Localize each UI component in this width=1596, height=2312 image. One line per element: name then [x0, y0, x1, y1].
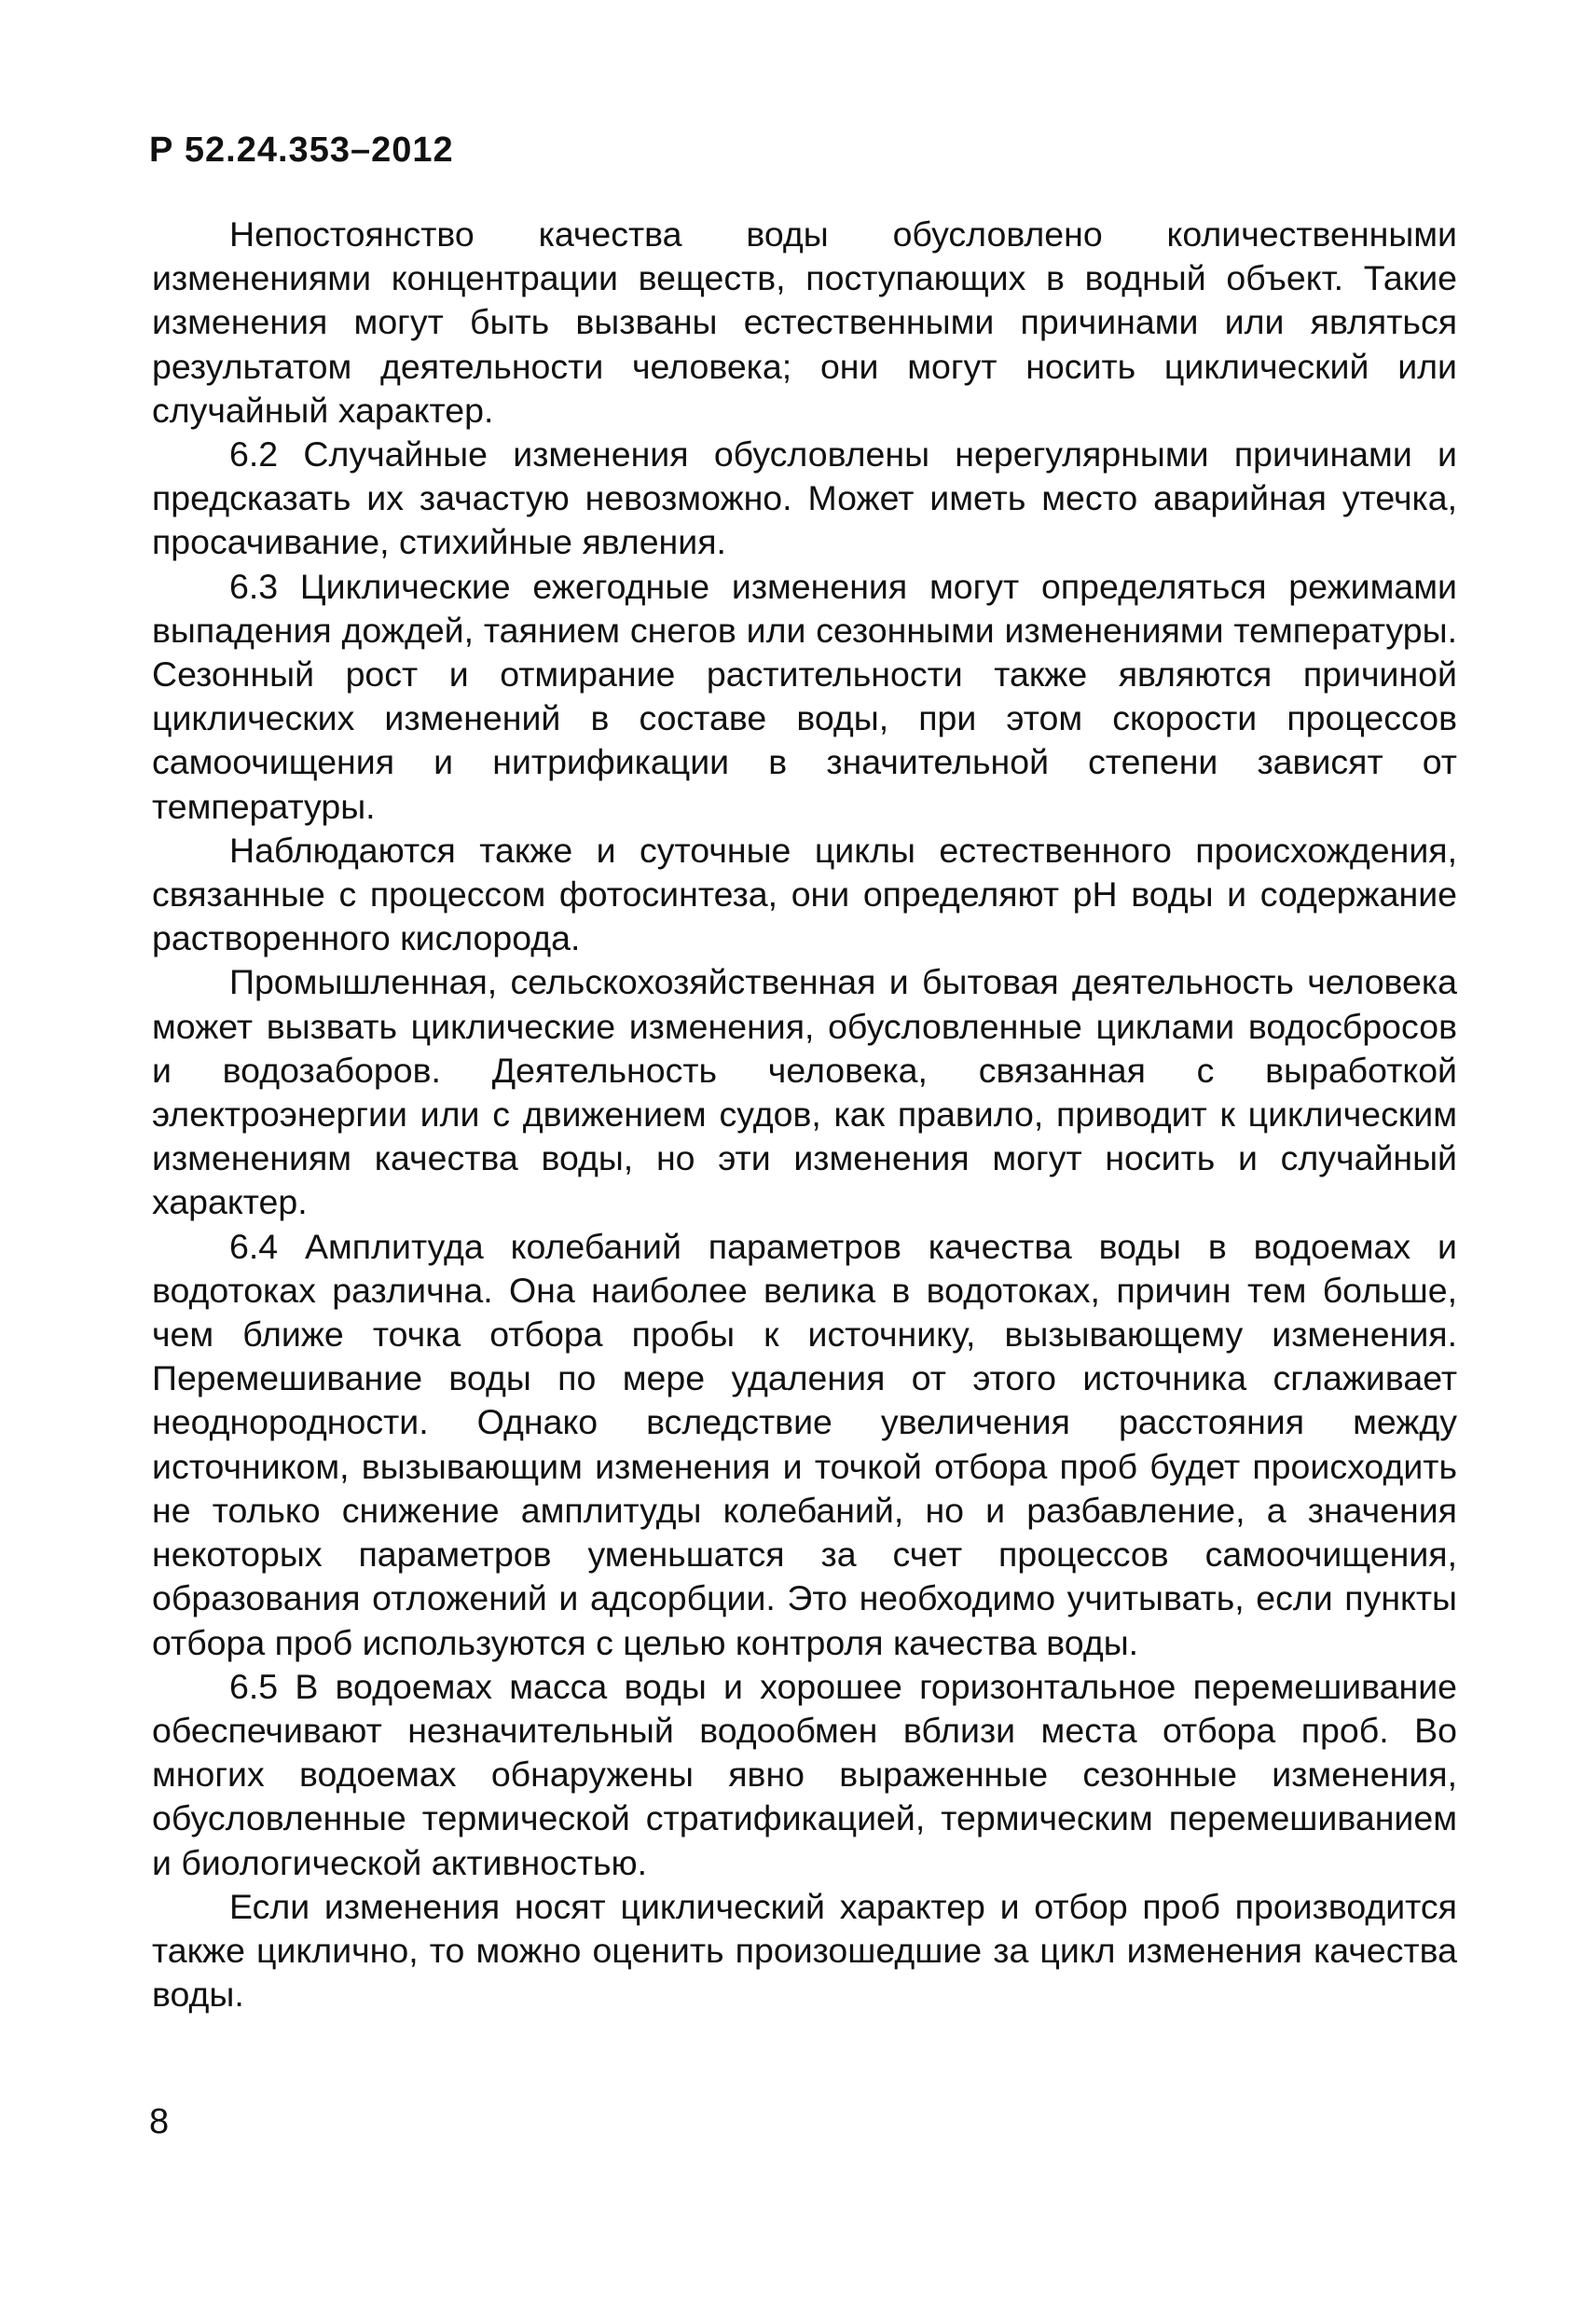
paragraph-cyclic-sampling: Если изменения носят циклический характер и отбор проб производится также циклично, то можно оценить произошедшие за цикл изменения качества воды. [152, 1886, 1457, 2015]
paragraph-human-activity: Промышленная, сельскохозяйственная и бытовая деятельность человека может вызвать циклические изменения, обусловленные циклами водосбросов и водозаборов. Деятельность человека, связанная с выработкой электроэнергии или с движением судов, как правило, приводит к циклическим изменениям качества воды, но эти изменения могут носить и случайный характер. [152, 962, 1457, 1222]
paragraph-6-5: 6.5 В водоемах масса воды и хорошее горизонтальное перемешивание обеспечивают незначительный водообмен вблизи места отбора проб. Во многих водоемах обнаружены явно выраженные сезонные изменения, обусловленные термической стратификацией, термическим перемешиванием и биологической активностью. [152, 1666, 1457, 1882]
document-code: Р 52.24.353–2012 [149, 131, 454, 170]
paragraph-6-3: 6.3 Циклические ежегодные изменения могут определяться режимами выпадения дождей, таянием снегов или сезонными изменениями температуры. Сезонный рост и отмирание растительности также являются причиной циклических изменений в составе воды, при этом скорости процессов самоочищения и нитрификации в значительной степени зависят от температуры. [152, 566, 1457, 826]
paragraph-6-4: 6.4 Амплитуда колебаний параметров качества воды в водоемах и водотоках различна. Она наиболее велика в водотоках, причин тем больше, чем ближе точка отбора пробы к источнику, вызывающему изменения. Перемешивание воды по мере удаления от этого источника сглаживает неоднородности. Однако вследствие увеличения расстояния между источником, вызывающим изменения и точкой отбора проб будет происходить не только снижение амплитуды колебаний, но и разбавление, а значения некоторых параметров уменьшатся за счет процессов самоочищения, образования отложений и адсорбции. Это необходимо учитывать, если пункты отбора проб используются с целью контроля качества воды. [152, 1226, 1457, 1662]
paragraph-intro: Непостоянство качества воды обусловлено количественными изменениями концентрации веществ, поступающих в водный объект. Такие изменения могут быть вызваны естественными причинами или являться результатом деятельности человека; они могут носить циклический или случайный характер. [152, 214, 1457, 430]
paragraph-6-2: 6.2 Случайные изменения обусловлены нерегулярными причинами и предсказать их зачастую невозможно. Может иметь место аварийная утечка, просачивание, стихийные явления. [152, 434, 1457, 562]
page-number: 8 [149, 2102, 170, 2141]
paragraph-daily-cycles: Наблюдаются также и суточные циклы естественного происхождения, связанные с процессом фотосинтеза, они определяют pH воды и содержание растворенного кислорода. [152, 830, 1457, 958]
body-text [152, 213, 1457, 2016]
